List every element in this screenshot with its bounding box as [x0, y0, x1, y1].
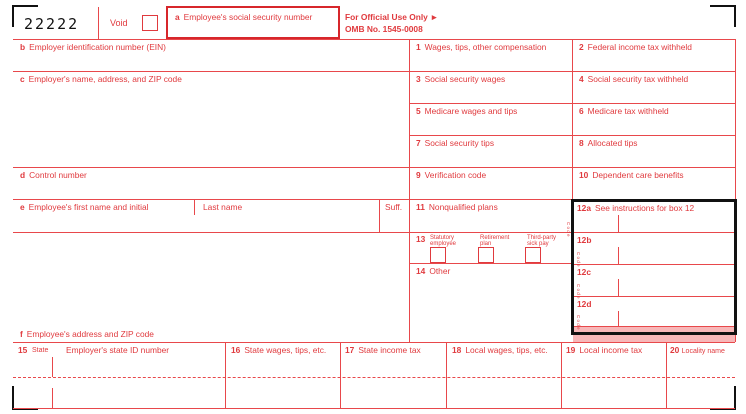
ssn-label: a Employee's social security number	[175, 12, 313, 22]
ssn-field[interactable]	[166, 6, 340, 39]
employer-address-field[interactable]	[13, 72, 409, 167]
omb-number: OMB No. 1545-0008	[345, 24, 423, 34]
box-16-label: 16 State wages, tips, etc.	[231, 345, 327, 355]
box-17-label: 17 State income tax	[345, 345, 421, 355]
box-14-label: 14 Other	[416, 266, 451, 276]
box-20-label: 20 Locality name	[670, 345, 725, 355]
control-number-label: d Control number	[20, 170, 87, 180]
employee-last-name-label: Last name	[203, 202, 243, 212]
employee-address-label: f Employee's address and ZIP code	[20, 329, 154, 339]
box-4-label: 4 Social security tax withheld	[579, 74, 689, 84]
retirement-plan-label: Retirement plan	[480, 235, 510, 248]
corner-mark-top-right	[734, 5, 736, 27]
box-12d-code-label: C o d e	[576, 315, 581, 330]
box-12c-label: 12c	[577, 267, 591, 277]
ein-label: b Employer identification number (EIN)	[20, 42, 166, 52]
third-party-sick-pay-label: Third-party sick pay	[527, 235, 557, 248]
statutory-employee-checkbox[interactable]	[430, 247, 446, 263]
box-12a-label: 12a See instructions for box 12	[577, 203, 695, 213]
box-11-label: 11 Nonqualified plans	[416, 202, 498, 212]
box-1-label: 1 Wages, tips, other compensation	[416, 42, 547, 52]
employee-suffix-label: Suff.	[385, 202, 403, 212]
box-12a-code-label: C o d e	[566, 222, 571, 237]
box-12b-field[interactable]	[574, 233, 734, 264]
box-19-label: 19 Local income tax	[566, 345, 643, 355]
retirement-plan-checkbox[interactable]	[478, 247, 494, 263]
box-9-label: 9 Verification code	[416, 170, 487, 180]
corner-mark-top-right-h	[710, 5, 736, 7]
box-8-label: 8 Allocated tips	[579, 138, 638, 148]
corner-mark-top-left	[12, 5, 14, 27]
box-13-number: 13	[416, 234, 426, 244]
statutory-employee-label: Statutory employee	[430, 235, 457, 248]
box-5-label: 5 Medicare wages and tips	[416, 106, 518, 116]
box-15-number: 15	[18, 345, 28, 355]
box-12c-code-label: C o d e	[576, 284, 581, 299]
official-use-label: For Official Use Only ►	[345, 12, 439, 22]
box-3-label: 3 Social security wages	[416, 74, 506, 84]
box-15-id-label: Employer's state ID number	[66, 345, 170, 355]
corner-mark-top-left-h	[12, 5, 38, 7]
void-checkbox[interactable]	[142, 15, 158, 31]
box-6-label: 6 Medicare tax withheld	[579, 106, 669, 116]
third-party-sick-pay-checkbox[interactable]	[525, 247, 541, 263]
box-10-label: 10 Dependent care benefits	[579, 170, 684, 180]
form-code: 22222	[24, 15, 80, 33]
void-label: Void	[110, 18, 128, 28]
box-7-label: 7 Social security tips	[416, 138, 495, 148]
box-12d-field[interactable]	[574, 297, 734, 326]
box-12c-field[interactable]	[574, 265, 734, 296]
box-2-label: 2 Federal income tax withheld	[579, 42, 692, 52]
box-15-state-label: State	[32, 347, 49, 354]
box-12d-label: 12d	[577, 299, 592, 309]
employee-first-name-label: e Employee's first name and initial	[20, 202, 149, 212]
employee-address-field[interactable]	[13, 233, 409, 342]
box-18-label: 18 Local wages, tips, etc.	[452, 345, 548, 355]
box-12b-code-label: C o d e	[576, 252, 581, 267]
box-12b-label: 12b	[577, 235, 592, 245]
employer-address-label: c Employer's name, address, and ZIP code	[20, 74, 182, 84]
